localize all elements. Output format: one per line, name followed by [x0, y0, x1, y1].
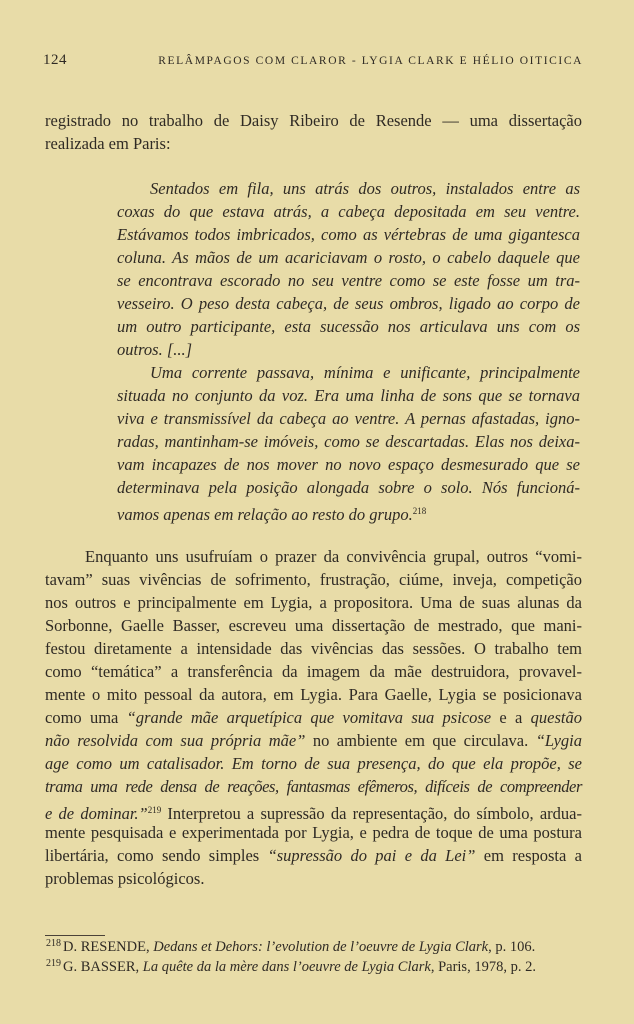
quote-line: radas, mantinham-se imóveis, como se descartadas. Elas nos deixa- [117, 432, 580, 451]
text-run: libertária, como sendo simples [45, 846, 268, 865]
paragraph-line: mente pesquisada e experimentada por Lygia, e pedra de toque de uma postura [45, 823, 582, 842]
quote-line: um outro participante, esta sucessão nos articulava uns com os [117, 317, 580, 336]
paragraph-line: trama uma rede densa de reações, fantasmas efêmeros, difíceis de compreender [45, 777, 582, 796]
paragraph-line [45, 845, 582, 867]
paragraph-line: festou diretamente a intensidade das vivências das sessões. O trabalho tem [45, 639, 582, 658]
quote-line: se encontrava escorado no seu ventre como se este fosse um tra- [117, 271, 580, 290]
paragraph-line [45, 730, 582, 752]
quote-line: Uma corrente passava, mínima e unificante, principalmente [150, 363, 580, 382]
quoted-text: “grande mãe arquetípica que vomitava sua psicose [126, 708, 492, 727]
paragraph-line: mente o mito pessoal da autora, em Lygia. Para Gaelle, Lygia se posicionava [45, 685, 582, 704]
paragraph-line: nos outros e principalmente em Lygia, a propositora. Uma de suas alunas da [45, 593, 582, 612]
paragraph-line: Enquanto uns usufruíam o prazer da convivência grupal, outros “vomi- [85, 547, 582, 566]
footnote-rest: , Paris, 1978, p. 2. [430, 959, 536, 975]
quote-line: vam incapazes de nos mover no novo espaço desmesurado que se [117, 455, 580, 474]
page-number: 124 [43, 52, 67, 68]
text-run: no ambiente em que circulava. [305, 731, 536, 750]
footnote-ref: 219 [147, 805, 162, 815]
footnote-ref: 218 [412, 506, 427, 516]
footnote-number: 218 [46, 938, 61, 949]
footnote-title: Dedans et Dehors: l’evolution de l’oeuvre de Lygia Clark [153, 939, 489, 955]
text-run: Interpretou a supressão da representação, do símbolo, ardua- [161, 804, 582, 823]
running-head: RELÂMPAGOS COM CLAROR - LYGIA CLARK E HÉLIO OITICICA [158, 55, 583, 67]
footnote-author: D. RESENDE, [63, 939, 154, 955]
paragraph-line: como “temática” a transferência da imagem da mãe destruidora, provavel- [45, 662, 582, 681]
quote-line-last [117, 500, 580, 526]
intro-line: registrado no trabalho de Daisy Ribeiro de Resende — uma dissertação [45, 111, 582, 130]
quoted-text: “Lygia [535, 731, 582, 750]
text-run: como uma [45, 708, 127, 727]
footnote-rest: , p. 106. [488, 939, 536, 955]
quoted-text: e de dominar.” [45, 804, 148, 823]
paragraph-line [45, 707, 582, 729]
quote-line: determinava pela posição alongada sobre o solo. Nós funcioná- [117, 478, 580, 497]
quoted-text: “supressão do pai e da Lei” [267, 846, 476, 865]
footnote-author: G. BASSER, [63, 959, 143, 975]
footnote-divider [45, 935, 105, 936]
quote-text: vamos apenas em relação ao resto do grupo. [117, 505, 413, 524]
quote-line: coluna. As mãos de um acariciavam o rosto, o cabelo daquele que [117, 248, 580, 267]
quote-line: Sentados em fila, uns atrás dos outros, instalados entre as [150, 179, 580, 198]
footnote [46, 938, 535, 956]
footnote-title: La quête da la mère dans l’oeuvre de Lygia Clark [142, 959, 431, 975]
page-header [43, 52, 583, 69]
quoted-text: questão [530, 708, 583, 727]
quote-line: Estávamos todos imbricados, como as vértebras de uma gigantesca [117, 225, 580, 244]
text-run: em resposta a [475, 846, 582, 865]
paragraph-line: Sorbonne, Gaelle Basser, escreveu uma dissertação de mestrado, que mani- [45, 616, 582, 635]
quote-line: vesseiro. O peso desta cabeça, de seus ombros, ligado ao corpo de [117, 294, 580, 313]
paragraph-line: problemas psicológicos. [45, 869, 205, 888]
quote-line: coxas do que estava atrás, a cabeça depositada em seu ventre. [117, 202, 580, 221]
quoted-text: não resolvida com sua própria mãe” [45, 731, 306, 750]
paragraph-line: age como um catalisador. Em torno de sua presença, do que ela propõe, se [45, 754, 582, 773]
quote-line: outros. [...] [117, 340, 193, 359]
footnote [46, 958, 536, 976]
paragraph-line: tavam” suas vivências de sofrimento, frustração, ciúme, inveja, competição [45, 570, 582, 589]
footnote-number: 219 [46, 958, 61, 969]
quote-line: situada no conjunto da voz. Era uma linha de sons que se tornava [117, 386, 580, 405]
intro-line: realizada em Paris: [45, 134, 171, 153]
text-run: e a [491, 708, 531, 727]
quote-line: viva e transmissível da cabeça ao ventre. A pernas afastadas, igno- [117, 409, 580, 428]
